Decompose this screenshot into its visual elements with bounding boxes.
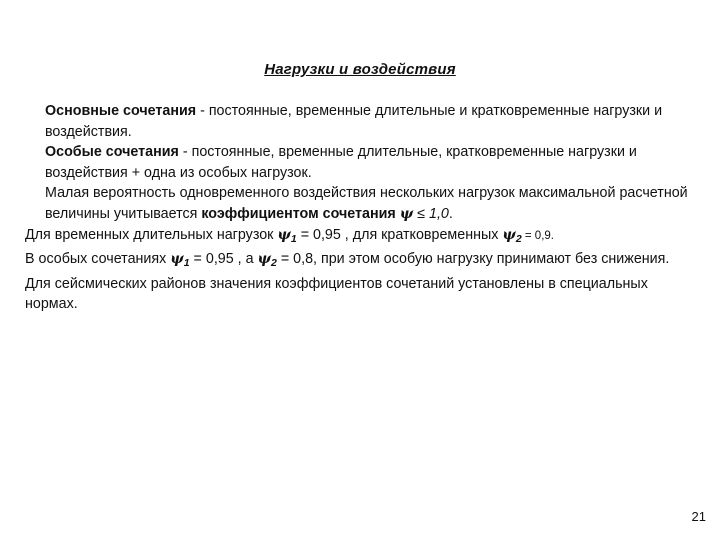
- psi-symbol: ψ: [502, 226, 516, 243]
- psi-symbol: ψ: [257, 251, 272, 268]
- subscript-2: 2: [515, 232, 522, 245]
- long-term-value: = 0,95 , для кратковременных: [296, 226, 503, 243]
- slide-body: [25, 101, 697, 315]
- coefficient-intro-text: Малая вероятность одновременного воздействия нескольких нагрузок максимальной расчетной величины учитывается: [45, 185, 688, 222]
- short-term-value: = 0,9: [521, 229, 551, 242]
- term-combination-coefficient: коэффициентом сочетания: [201, 205, 396, 222]
- coefficient-limit: ≤ 1,0: [413, 205, 449, 222]
- psi-symbol: ψ: [399, 205, 414, 222]
- term-special-combinations: Особые сочетания: [45, 144, 179, 161]
- special-combinations-text: - постоянные, временные длительные, кратковременные нагрузки и воздействия + одна из особых нагрузок.: [45, 144, 637, 181]
- short-term-end: .: [550, 229, 554, 242]
- subscript-1: 1: [290, 232, 297, 245]
- subscript-2: 2: [271, 257, 277, 270]
- page-number: 21: [691, 509, 706, 524]
- paragraph-special-loads: [25, 249, 697, 315]
- basic-combinations-text: - постоянные, временные длительные и кратковременные нагрузки и воздействия.: [45, 103, 663, 140]
- special-value-1: = 0,95 , а: [189, 251, 258, 268]
- special-loads-text: В особых сочетаниях: [25, 251, 171, 268]
- paragraph-special-combinations: [25, 142, 697, 183]
- slide-title: Нагрузки и воздействия: [264, 61, 456, 78]
- special-value-2: = 0,8, при этом особую нагрузку принимают без снижения. Для сейсмических районов значения коэффициентов сочетаний установлены в специальных нормах.: [25, 251, 670, 313]
- psi-symbol: ψ: [277, 226, 291, 243]
- subscript-1: 1: [183, 257, 190, 270]
- paragraph-temporary-loads: [25, 225, 697, 250]
- term-basic-combinations: Основные сочетания: [45, 103, 197, 119]
- psi-symbol: ψ: [170, 251, 184, 268]
- paragraph-basic-combinations: [25, 101, 697, 142]
- temporary-loads-text: Для временных длительных нагрузок: [25, 226, 278, 243]
- paragraph-combination-coefficient: [25, 183, 697, 224]
- coefficient-end: .: [448, 205, 453, 222]
